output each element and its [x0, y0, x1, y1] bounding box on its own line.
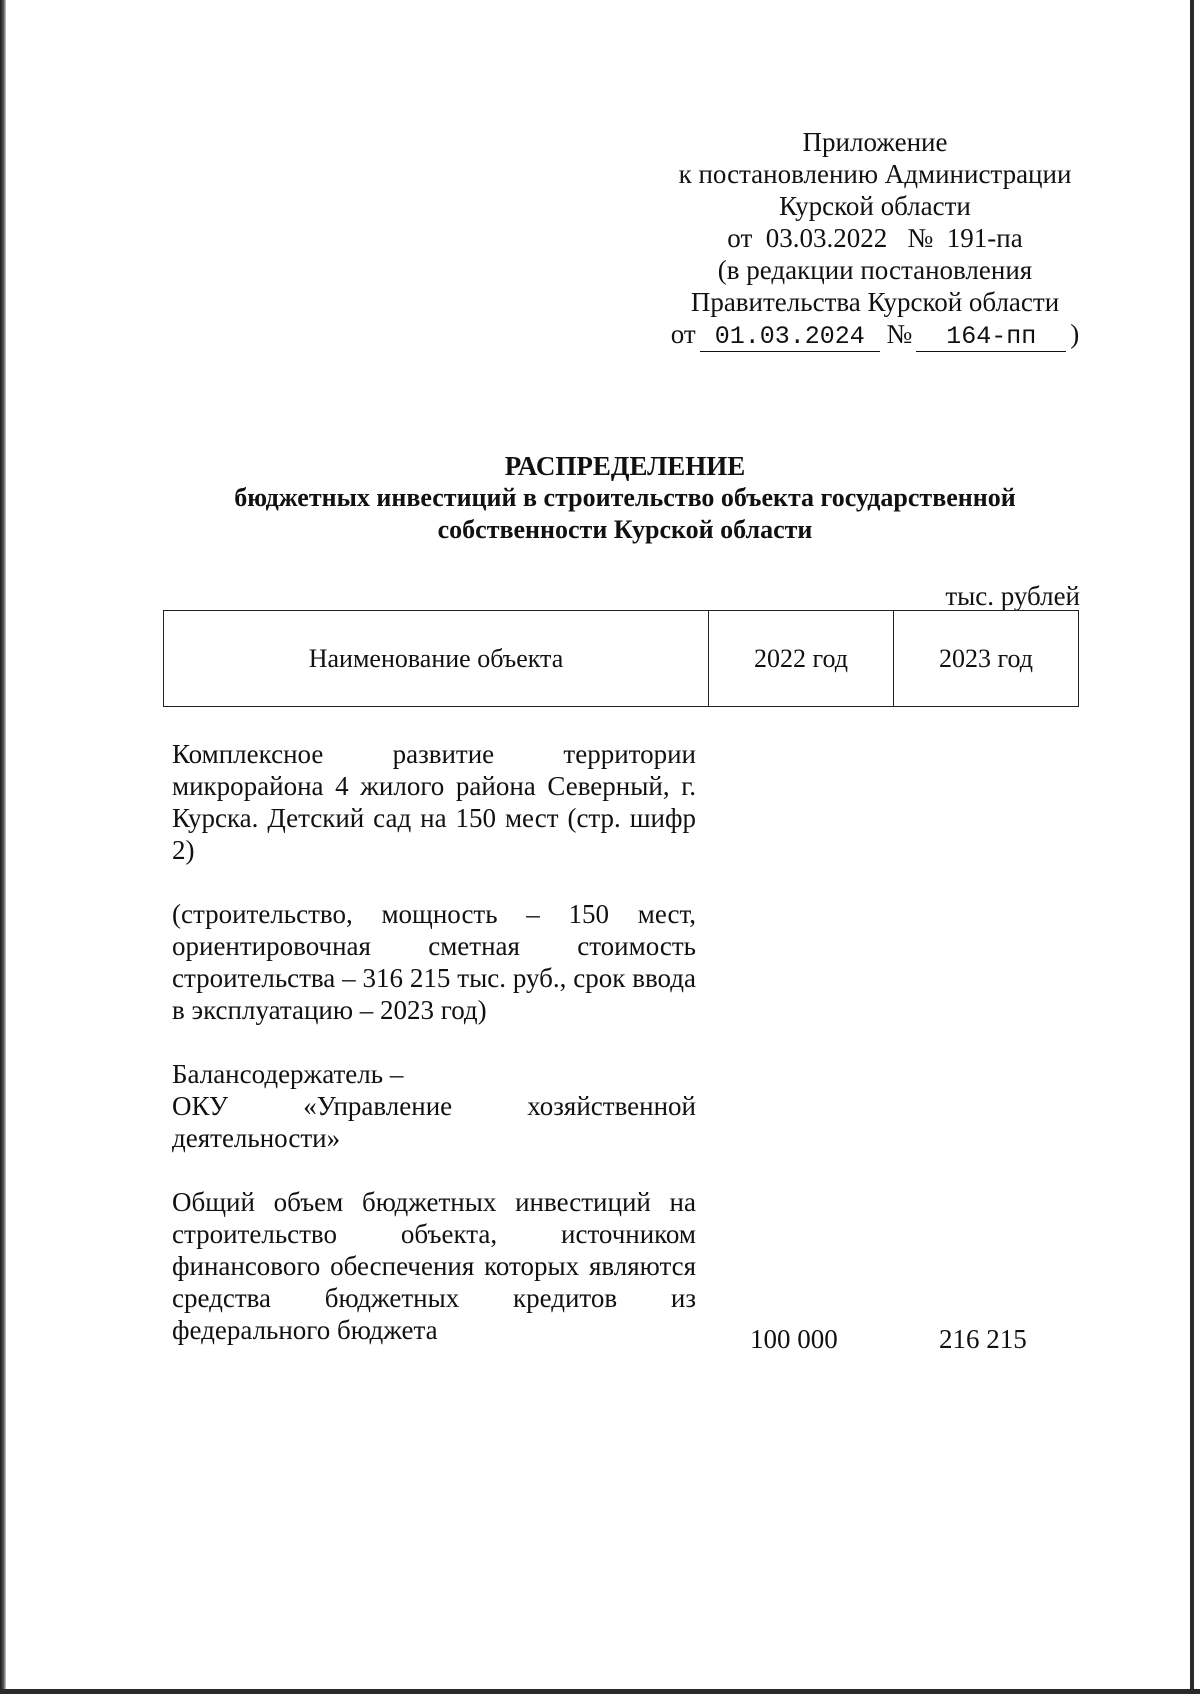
annex-line: от 03.03.2022 № 191-па [727, 223, 1023, 253]
object-description [172, 738, 696, 1346]
header-year-2023: 2023 год [894, 611, 1079, 707]
annex-line: Приложение [802, 127, 948, 157]
title-main: РАСПРЕДЕЛЕНИЕ [504, 451, 746, 481]
header-table [163, 610, 1079, 707]
holder-label: Балансодержатель – [172, 1059, 404, 1089]
value-2022: 100 000 [750, 1324, 838, 1354]
annex-revision-line [600, 318, 1150, 352]
title-sub-line: собственности Курской области [437, 515, 813, 544]
annex-line: (в редакции постановления [717, 255, 1033, 285]
units-label: тыс. рублей [945, 581, 1080, 611]
title-sub-line: бюджетных инвестиций в строительство объекта государственной [234, 483, 1016, 512]
annex-line: Курской области [779, 191, 971, 221]
scan-edge-left [0, 0, 6, 1694]
object-details: (строительство, мощность – 150 мест, ориентировочная сметная стоимость строительства – 316 215 тыс. руб., срок ввода в эксплуатацию – 2023 год) [172, 899, 696, 1025]
annex-line: Правительства Курской области [690, 287, 1060, 317]
revision-date: 01.03.2024 [700, 323, 880, 352]
table-header-row [164, 611, 1079, 707]
header-year-2022: 2022 год [709, 611, 894, 707]
document-title [160, 450, 1090, 546]
annex-header [600, 126, 1150, 352]
header-object-name: Наименование объекта [164, 611, 709, 707]
revision-number: 164-пп [916, 323, 1066, 352]
annex-line: к постановлению Администрации [678, 159, 1072, 189]
value-2023: 216 215 [939, 1324, 1027, 1354]
holder-name: ОКУ «Управление хозяйственной деятельности» [172, 1091, 696, 1153]
total-label: Общий объем бюджетных инвестиций на строительство объекта, источником финансового обеспечения которых являются средства бюджетных кредитов из федерального бюджета [172, 1187, 696, 1345]
scan-edge-bottom [0, 1689, 1200, 1694]
object-name: Комплексное развитие территории микрорайона 4 жилого района Северный, г. Курска. Детский сад на 150 мест (стр. шифр 2) [172, 739, 696, 865]
annex-close-paren: ) [1070, 319, 1080, 349]
annex-number-sign: № [886, 319, 913, 349]
scan-edge-right [1190, 0, 1194, 1694]
annex-from-label: от [670, 319, 696, 349]
object-holder [172, 1058, 696, 1154]
